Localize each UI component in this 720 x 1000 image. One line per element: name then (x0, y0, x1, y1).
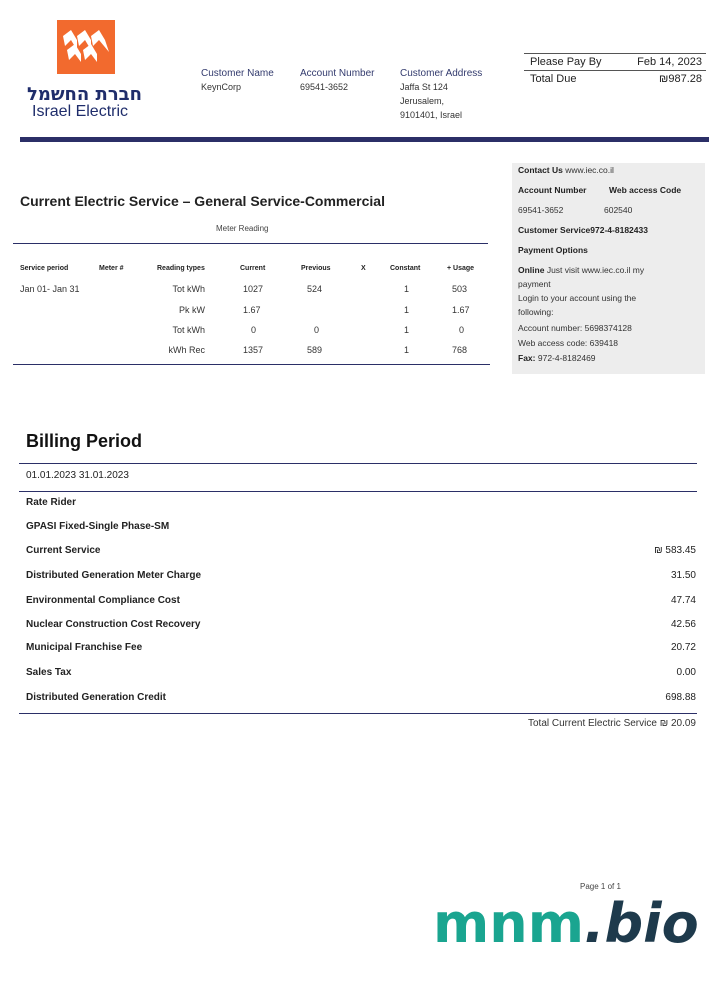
col-current: Current (240, 265, 266, 272)
meter-reading-title: Meter Reading (216, 224, 269, 233)
customer-name: KeynCorp (201, 82, 242, 92)
company-name-english: Israel Electric (32, 103, 129, 120)
col-constant: Constant (390, 265, 421, 272)
meter-table-top-rule (13, 243, 488, 244)
charge-label: Municipal Franchise Fee (26, 642, 143, 653)
charge-label: Sales Tax (26, 667, 72, 678)
billing-period-rule (19, 491, 697, 492)
reading-usage: 0 (459, 325, 465, 335)
web-access-code-line: Web access code: 639418 (518, 338, 619, 348)
company-name-hebrew: חברת החשמל (26, 84, 142, 105)
reading-usage: 1.67 (452, 305, 470, 315)
total-due-amount: ₪987.28 (659, 73, 702, 85)
col-previous: Previous (301, 265, 331, 272)
account-number-label: Account Number (300, 68, 375, 79)
online-text-2: payment (518, 279, 551, 289)
reading-type: Tot kWh (172, 325, 205, 335)
address-line-2: Jerusalem, (400, 96, 445, 106)
charge-value: 698.88 (665, 692, 696, 703)
customer-address-label: Customer Address (400, 68, 483, 79)
reading-current: 1.67 (243, 305, 261, 315)
reading-usage: 503 (452, 284, 468, 294)
page-number: Page 1 of 1 (580, 882, 621, 891)
contact-us-label: Contact Us (518, 165, 563, 175)
charge-value: ₪ 583.45 (654, 545, 696, 556)
reading-type: Tot kWh (172, 284, 205, 294)
reading-constant: 1 (404, 305, 410, 315)
billing-period-dates: 01.01.2023 31.01.2023 (26, 470, 129, 481)
charge-label: Distributed Generation Credit (26, 692, 167, 703)
account-number-line: Account number: 5698374128 (518, 323, 632, 333)
online-text[interactable]: Just visit www.iec.co.il my (546, 265, 645, 275)
service-period-value: Jan 01- Jan 31 (20, 284, 80, 294)
fax-label: Fax: (518, 353, 536, 363)
billing-bottom-rule (19, 713, 697, 714)
reading-previous: 524 (307, 284, 323, 294)
reading-constant: 1 (404, 345, 410, 355)
col-service-period: Service period (20, 265, 69, 272)
billing-period-title: Billing Period (26, 431, 143, 451)
contact-account-number: 69541-3652 (518, 205, 564, 215)
total-label: Total Current Electric Service (527, 718, 657, 729)
watermark-logo (433, 892, 699, 955)
header-divider (20, 137, 709, 142)
col-usage: + Usage (447, 265, 475, 272)
reading-previous: 589 (307, 345, 323, 355)
address-line-3: 9101401, Israel (400, 110, 463, 120)
charge-value: 0.00 (676, 667, 696, 678)
login-text: Login to your account using the (518, 293, 637, 303)
total-due-label: Total Due (530, 73, 577, 85)
reading-current: 0 (251, 325, 257, 335)
col-reading-types: Reading types (157, 265, 205, 272)
contact-web-access-label: Web access Code (609, 185, 682, 195)
reading-previous: 0 (314, 325, 320, 335)
reading-current: 1027 (243, 284, 264, 294)
charge-value: 20.72 (670, 642, 696, 653)
contact-panel (512, 163, 705, 374)
reading-type: kWh Rec (168, 345, 205, 355)
total-current-service (528, 718, 696, 729)
watermark-tld: .bio (583, 892, 699, 955)
meter-table-bottom-rule (13, 364, 490, 365)
charge-value: 47.74 (670, 595, 696, 606)
payment-summary (524, 53, 706, 91)
pay-by-date: Feb 14, 2023 (637, 56, 702, 68)
service-title: Current Electric Service – General Service-Commercial (20, 193, 385, 209)
rate-rider-label: Rate Rider (26, 497, 77, 508)
charge-label: Nuclear Construction Cost Recovery (26, 619, 201, 630)
contact-us-link[interactable]: www.iec.co.il (565, 165, 614, 175)
charge-label: Environmental Compliance Cost (26, 595, 180, 606)
col-x: X (361, 265, 366, 272)
customer-service-label: Customer Service (518, 225, 591, 235)
charge-label: Current Service (26, 545, 101, 556)
account-number: 69541-3652 (300, 82, 349, 92)
fax-value: 972-4-8182469 (537, 353, 596, 363)
charge-value: 31.50 (670, 570, 696, 581)
col-meter: Meter # (99, 265, 124, 272)
total-value: ₪ 20.09 (659, 718, 696, 729)
contact-account-number-label: Account Number (518, 185, 587, 195)
reading-type: Pk kW (179, 305, 205, 315)
company-logo-icon (57, 20, 115, 74)
payment-options-label: Payment Options (518, 245, 588, 255)
customer-name-label: Customer Name (201, 68, 274, 79)
billing-top-rule (19, 463, 697, 464)
login-text-2: following: (518, 307, 554, 317)
rate-plan: GPASI Fixed-Single Phase-SM (26, 521, 170, 532)
address-line-1: Jaffa St 124 (400, 82, 448, 92)
pay-by-label: Please Pay By (530, 56, 602, 68)
contact-web-access-code: 602540 (604, 205, 633, 215)
reading-constant: 1 (404, 325, 410, 335)
charge-label: Distributed Generation Meter Charge (26, 570, 202, 581)
charge-value: 42.56 (670, 619, 696, 630)
watermark-main: mnm (433, 892, 584, 955)
online-label: Online (518, 265, 545, 275)
customer-service-phone: 972-4-8182433 (590, 225, 648, 235)
reading-constant: 1 (404, 284, 410, 294)
reading-usage: 768 (452, 345, 468, 355)
reading-current: 1357 (243, 345, 264, 355)
